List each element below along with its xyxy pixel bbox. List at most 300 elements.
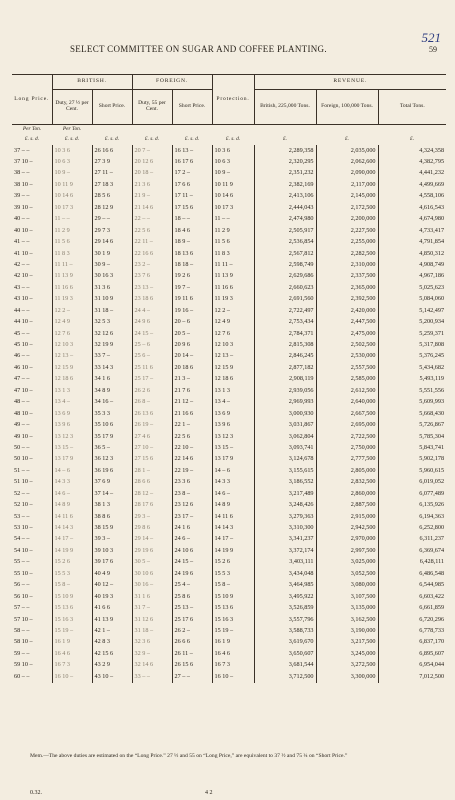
duty-british-cell: 13 12 3	[52, 431, 92, 442]
long-price-cell: 52 10 –	[14, 501, 33, 509]
duty-british-cell: 11 16 6	[52, 282, 92, 293]
table-row	[12, 557, 446, 568]
short-price-british-cell: 38 8 6	[92, 511, 132, 522]
duty-british-cell: 10 9 –	[52, 168, 92, 179]
foreign-revenue-cell: 2,365,000	[316, 282, 378, 293]
british-revenue-cell: 2,598,749	[254, 259, 316, 270]
duty-british-cell: 12 15 9	[52, 362, 92, 373]
total-cell: 4,791,854	[378, 237, 446, 248]
long-price-cell: 46 – –	[14, 352, 30, 360]
protection-cell: 14 3 3	[212, 477, 254, 488]
short-price-foreign-cell: 20 – 6	[172, 317, 212, 328]
total-cell: 4,616,543	[378, 202, 446, 213]
foreign-revenue-cell: 3,300,000	[316, 671, 378, 682]
short-price-british-cell: 29 – –	[92, 214, 132, 225]
long-price-cell: 59 10 –	[14, 661, 33, 669]
short-price-foreign-cell: 19 2 6	[172, 271, 212, 282]
long-price-cell: 49 – –	[14, 421, 30, 429]
table-row	[12, 534, 446, 545]
duty-british-cell: 13 1 3	[52, 385, 92, 396]
protection-cell: 15 8 –	[212, 580, 254, 591]
short-price-british-cell: 29 14 6	[92, 237, 132, 248]
short-price-foreign-cell: 18 9 –	[172, 237, 212, 248]
table-row	[12, 271, 446, 282]
unit-pound: £.	[410, 136, 415, 143]
total-cell: 4,850,312	[378, 248, 446, 259]
duty-british-cell: 13 9 6	[52, 420, 92, 431]
short-price-british-cell: 32 12 6	[92, 328, 132, 339]
short-price-foreign-cell: 21 16 6	[172, 408, 212, 419]
unit-lsd: £. s. d.	[24, 136, 40, 143]
foreign-revenue-cell: 2,970,000	[316, 534, 378, 545]
short-price-british-cell: 29 7 3	[92, 225, 132, 236]
duty-foreign-cell: 27 4 6	[132, 431, 172, 442]
table-row	[12, 362, 446, 373]
protection-cell: 10 9 –	[212, 168, 254, 179]
short-price-foreign-cell: 18 4 6	[172, 225, 212, 236]
table-row	[12, 454, 446, 465]
protection-cell: 11 13 9	[212, 271, 254, 282]
british-revenue-cell: 3,526,859	[254, 603, 316, 614]
table-row	[12, 431, 446, 442]
duty-british-cell: 16 7 3	[52, 660, 92, 671]
short-price-british-cell: 37 6 9	[92, 477, 132, 488]
duty-foreign-cell: 32 14 6	[132, 660, 172, 671]
page-number: 59	[429, 45, 437, 54]
total-cell: 5,668,430	[378, 408, 446, 419]
duty-foreign-cell: 22 16 6	[132, 248, 172, 259]
protection-cell: 13 4 –	[212, 397, 254, 408]
protection-cell: 16 7 3	[212, 660, 254, 671]
protection-cell: 13 12 3	[212, 431, 254, 442]
duty-foreign-cell: 23 18 6	[132, 294, 172, 305]
long-price-cell: 43 10 –	[14, 295, 33, 303]
long-price-cell: 47 10 –	[14, 386, 33, 394]
british-revenue-cell: 3,650,607	[254, 648, 316, 659]
duty-foreign-cell: 24 9 6	[132, 317, 172, 328]
short-price-british-cell: 36 19 6	[92, 465, 132, 476]
duty-foreign-cell: 31 18 –	[132, 625, 172, 636]
long-price-cell: 39 10 –	[14, 203, 33, 211]
long-price-cell: 49 10 –	[14, 432, 33, 440]
british-revenue-cell: 3,217,489	[254, 488, 316, 499]
duty-foreign-cell: 29 14 –	[132, 534, 172, 545]
group-header-row	[12, 75, 446, 90]
short-price-foreign-cell: 20 14 –	[172, 351, 212, 362]
table-row	[12, 385, 446, 396]
protection-cell: 11 – –	[212, 214, 254, 225]
british-revenue-cell: 3,681,544	[254, 660, 316, 671]
short-price-british-cell: 37 14 –	[92, 488, 132, 499]
british-revenue-cell: 3,372,174	[254, 545, 316, 556]
total-cell: 6,661,859	[378, 603, 446, 614]
duty-foreign-cell: 23 7 6	[132, 271, 172, 282]
protection-cell: 14 14 3	[212, 522, 254, 533]
total-cell: 6,428,111	[378, 557, 446, 568]
short-price-foreign-cell: 16 17 6	[172, 156, 212, 167]
short-price-foreign-cell: 25 13 –	[172, 603, 212, 614]
duty-british-cell: 12 4 9	[52, 317, 92, 328]
protection-cell: 14 8 9	[212, 500, 254, 511]
foreign-revenue-cell: 2,282,500	[316, 248, 378, 259]
duty-british-cell: 12 2 –	[52, 305, 92, 316]
duty-foreign-cell: 20 12 6	[132, 156, 172, 167]
duty-foreign-cell: 30 5 –	[132, 557, 172, 568]
protection-cell: 15 10 9	[212, 591, 254, 602]
table-row	[12, 408, 446, 419]
short-price-british-cell: 31 3 6	[92, 282, 132, 293]
unit-lsd: £. s. d.	[225, 136, 241, 143]
protection-cell: 15 19 –	[212, 625, 254, 636]
total-cell: 5,259,371	[378, 328, 446, 339]
unit-lsd: £. s. d.	[184, 136, 200, 143]
duty-british-cell: 16 1 9	[52, 637, 92, 648]
short-price-foreign-cell: 24 1 6	[172, 522, 212, 533]
british-revenue-cell: 2,567,812	[254, 248, 316, 259]
protection-cell: 10 14 6	[212, 191, 254, 202]
duty-foreign-cell: 22 11 –	[132, 237, 172, 248]
table-row	[12, 625, 446, 636]
duty-foreign-cell: 31 7 –	[132, 603, 172, 614]
total-cell: 5,084,060	[378, 294, 446, 305]
total-cell: 5,902,178	[378, 454, 446, 465]
protection-cell: 13 6 9	[212, 408, 254, 419]
foreign-revenue-cell: 2,612,500	[316, 385, 378, 396]
table-row	[12, 660, 446, 671]
short-price-foreign-cell: 23 8 –	[172, 488, 212, 499]
foreign-revenue-header: Foreign, 100,000 Tons.	[316, 90, 378, 125]
british-revenue-cell: 2,691,560	[254, 294, 316, 305]
protection-cell: 14 19 9	[212, 545, 254, 556]
duty-foreign-cell: 24 4 –	[132, 305, 172, 316]
page-title: SELECT COMMITTEE ON SUGAR AND COFFEE PLANTING.	[70, 44, 327, 54]
long-price-cell: 41 – –	[14, 238, 30, 246]
foreign-revenue-cell: 3,052,500	[316, 568, 378, 579]
duty-foreign-cell: 32 9 –	[132, 648, 172, 659]
protection-cell: 10 3 6	[212, 145, 254, 156]
duty-british-cell: 15 19 –	[52, 625, 92, 636]
short-price-british-cell: 34 8 9	[92, 385, 132, 396]
duty-british-cell: 12 10 3	[52, 339, 92, 350]
british-revenue-cell: 2,351,232	[254, 168, 316, 179]
short-price-british-cell: 36 5 –	[92, 442, 132, 453]
long-price-cell: 50 – –	[14, 443, 30, 451]
duty-foreign-cell: 31 12 6	[132, 614, 172, 625]
long-price-cell: 44 – –	[14, 306, 30, 314]
short-price-british-cell: 38 1 3	[92, 500, 132, 511]
long-price-cell: 38 – –	[14, 169, 30, 177]
foreign-revenue-cell: 2,997,500	[316, 545, 378, 556]
duty-british-cell: 11 8 3	[52, 248, 92, 259]
british-revenue-cell: 2,289,358	[254, 145, 316, 156]
table-row	[12, 545, 446, 556]
duty-british-cell: 11 19 3	[52, 294, 92, 305]
table-row	[12, 248, 446, 259]
duty-foreign-cell: 24 15 –	[132, 328, 172, 339]
total-cell: 5,551,556	[378, 385, 446, 396]
long-price-cell: 56 – –	[14, 581, 30, 589]
short-price-foreign-cell: 26 15 6	[172, 660, 212, 671]
long-price-cell: 59 – –	[14, 649, 30, 657]
total-cell: 6,135,926	[378, 500, 446, 511]
revenue-group-header: REVENUE.	[254, 75, 446, 90]
duty-british-cell: 13 17 9	[52, 454, 92, 465]
table-row	[12, 568, 446, 579]
long-price-cell: 51 – –	[14, 466, 30, 474]
table-row	[12, 397, 446, 408]
total-cell: 6,019,052	[378, 477, 446, 488]
short-price-foreign-cell: 17 15 6	[172, 202, 212, 213]
duty-foreign-cell: 29 8 6	[132, 522, 172, 533]
table-row	[12, 603, 446, 614]
duty-british-cell: 14 17 –	[52, 534, 92, 545]
total-cell: 5,726,867	[378, 420, 446, 431]
foreign-revenue-cell: 2,502,500	[316, 339, 378, 350]
foreign-revenue-cell: 2,062,600	[316, 156, 378, 167]
total-cell: 4,733,417	[378, 225, 446, 236]
duty-foreign-cell: 21 9 –	[132, 191, 172, 202]
duty-foreign-cell: 21 3 6	[132, 179, 172, 190]
short-price-foreign-cell: 16 13 –	[172, 145, 212, 156]
protection-cell: 12 18 6	[212, 374, 254, 385]
foreign-revenue-cell: 3,025,000	[316, 557, 378, 568]
long-price-cell: 38 10 –	[14, 180, 33, 188]
table-row	[12, 420, 446, 431]
duty-foreign-cell: 28 6 6	[132, 477, 172, 488]
short-price-british-cell: 38 15 9	[92, 522, 132, 533]
british-revenue-header: British, 225,000 Tons.	[254, 90, 316, 125]
short-price-british-cell: 27 18 3	[92, 179, 132, 190]
short-price-british-cell: 36 12 3	[92, 454, 132, 465]
short-price-foreign-cell: 21 3 –	[172, 374, 212, 385]
short-price-foreign-cell: 25 8 6	[172, 591, 212, 602]
table-row	[12, 145, 446, 156]
short-price-foreign-cell: 23 17 –	[172, 511, 212, 522]
short-price-british-cell: 35 3 3	[92, 408, 132, 419]
page-footer	[0, 790, 455, 800]
duty-british-cell: 10 17 3	[52, 202, 92, 213]
table-row	[12, 637, 446, 648]
unit-lsd: £. s. d.	[64, 136, 80, 143]
protection-cell: 14 11 6	[212, 511, 254, 522]
british-revenue-cell: 3,403,111	[254, 557, 316, 568]
long-price-cell: 40 – –	[14, 215, 30, 223]
short-price-british-cell: 41 13 9	[92, 614, 132, 625]
british-revenue-cell: 2,877,182	[254, 362, 316, 373]
protection-cell: 15 16 3	[212, 614, 254, 625]
unit-pound: £.	[282, 136, 288, 143]
table-row	[12, 488, 446, 499]
table-row	[12, 168, 446, 179]
foreign-revenue-cell: 2,530,000	[316, 351, 378, 362]
table-row	[12, 614, 446, 625]
duty-british-cell: 11 11 –	[52, 259, 92, 270]
foreign-revenue-cell: 2,750,000	[316, 442, 378, 453]
long-price-cell: 52 – –	[14, 489, 30, 497]
british-revenue-cell: 2,939,056	[254, 385, 316, 396]
table-row	[12, 294, 446, 305]
short-price-british-cell: 42 8 3	[92, 637, 132, 648]
short-price-british-cell: 27 3 9	[92, 156, 132, 167]
short-price-foreign-cell: 24 10 6	[172, 545, 212, 556]
british-revenue-cell: 3,464,985	[254, 580, 316, 591]
long-price-cell: 53 – –	[14, 512, 30, 520]
british-revenue-cell: 3,712,500	[254, 671, 316, 682]
table-row	[12, 225, 446, 236]
foreign-revenue-cell: 2,447,500	[316, 317, 378, 328]
short-price-foreign-cell: 19 11 6	[172, 294, 212, 305]
long-price-header: Long Price.	[12, 75, 52, 125]
protection-cell: 11 19 3	[212, 294, 254, 305]
protection-cell: 16 10 –	[212, 671, 254, 682]
long-price-cell: 48 10 –	[14, 409, 33, 417]
total-cell: 4,908,749	[378, 259, 446, 270]
protection-cell: 12 10 3	[212, 339, 254, 350]
foreign-revenue-cell: 2,337,500	[316, 271, 378, 282]
short-price-foreign-cell: 22 1 –	[172, 420, 212, 431]
short-price-british-cell: 30 16 3	[92, 271, 132, 282]
duty-foreign-cell: 21 14 6	[132, 202, 172, 213]
british-revenue-cell: 3,310,300	[254, 522, 316, 533]
foreign-revenue-cell: 2,035,000	[316, 145, 378, 156]
duty-foreign-cell: 25 – 6	[132, 339, 172, 350]
duty-foreign-cell: 25 17 –	[132, 374, 172, 385]
foreign-revenue-cell: 3,190,000	[316, 625, 378, 636]
total-header: Total Tons.	[378, 90, 446, 125]
long-price-cell: 50 10 –	[14, 455, 33, 463]
protection-cell: 14 – 6	[212, 465, 254, 476]
foreign-revenue-cell: 2,172,500	[316, 202, 378, 213]
short-price-british-cell: 42 15 6	[92, 648, 132, 659]
duty-british-cell: 13 6 9	[52, 408, 92, 419]
duty-foreign-cell: 28 17 6	[132, 500, 172, 511]
total-cell: 5,142,497	[378, 305, 446, 316]
foreign-revenue-cell: 2,860,000	[316, 488, 378, 499]
duty-foreign-cell: 30 10 6	[132, 568, 172, 579]
short-price-foreign-cell: 20 18 6	[172, 362, 212, 373]
protection-cell: 12 13 –	[212, 351, 254, 362]
table-row	[12, 282, 446, 293]
short-price-british-cell: 40 4 9	[92, 568, 132, 579]
long-price-cell: 44 10 –	[14, 318, 33, 326]
foreign-revenue-cell: 2,392,500	[316, 294, 378, 305]
british-revenue-cell: 2,722,497	[254, 305, 316, 316]
foreign-revenue-cell: 2,585,000	[316, 374, 378, 385]
british-revenue-cell: 2,753,434	[254, 317, 316, 328]
british-revenue-cell: 2,784,371	[254, 328, 316, 339]
duty-foreign-cell: 22 5 6	[132, 225, 172, 236]
protection-cell: 10 17 3	[212, 202, 254, 213]
long-price-cell: 47 – –	[14, 375, 30, 383]
short-price-foreign-cell: 26 6 6	[172, 637, 212, 648]
short-price-foreign-cell: 24 19 6	[172, 568, 212, 579]
foreign-revenue-cell: 2,200,000	[316, 214, 378, 225]
table-row	[12, 477, 446, 488]
duty-british-cell: 10 3 6	[52, 145, 92, 156]
short-price-foreign-cell: 25 4 –	[172, 580, 212, 591]
foreign-revenue-cell: 3,217,500	[316, 637, 378, 648]
foreign-revenue-cell: 3,080,000	[316, 580, 378, 591]
foreign-revenue-cell: 2,805,000	[316, 465, 378, 476]
unit-lsd: £. s. d.	[104, 136, 120, 143]
short-price-british-cell: 35 17 9	[92, 431, 132, 442]
units-row-per-ton	[12, 125, 446, 136]
short-price-british-cell: 41 6 6	[92, 603, 132, 614]
total-cell: 5,960,615	[378, 465, 446, 476]
duty-british-cell: 15 13 6	[52, 603, 92, 614]
total-cell: 5,317,808	[378, 339, 446, 350]
foreign-revenue-cell: 2,832,500	[316, 477, 378, 488]
long-price-cell: 48 – –	[14, 398, 30, 406]
total-cell: 4,324,358	[378, 145, 446, 156]
british-revenue-cell: 3,588,733	[254, 625, 316, 636]
duty-british-cell: 11 13 9	[52, 271, 92, 282]
short-price-british-cell: 34 1 6	[92, 374, 132, 385]
duty-foreign-cell: 25 11 6	[132, 362, 172, 373]
short-price-british-cell: 31 18 –	[92, 305, 132, 316]
long-price-cell: 43 – –	[14, 283, 30, 291]
duty-foreign-header: Duty, 55 per Cent.	[132, 90, 172, 125]
short-price-british-cell: 28 5 6	[92, 191, 132, 202]
short-price-foreign-cell: 26 2 –	[172, 625, 212, 636]
british-revenue-cell: 2,846,245	[254, 351, 316, 362]
long-price-cell: 42 – –	[14, 260, 30, 268]
duty-foreign-cell: 29 3 –	[132, 511, 172, 522]
short-price-foreign-cell: 18 – –	[172, 214, 212, 225]
foreign-group-header: FOREIGN.	[132, 75, 212, 90]
foreign-revenue-cell: 2,777,500	[316, 454, 378, 465]
table-row	[12, 522, 446, 533]
foreign-revenue-cell: 2,255,000	[316, 237, 378, 248]
unit-pound: £.	[344, 136, 350, 143]
foreign-revenue-cell: 2,915,000	[316, 511, 378, 522]
duty-british-cell: 14 19 9	[52, 545, 92, 556]
foreign-revenue-cell: 2,695,000	[316, 420, 378, 431]
duty-foreign-cell: 23 13 –	[132, 282, 172, 293]
short-price-british-cell: 28 12 9	[92, 202, 132, 213]
protection-cell: 11 2 9	[212, 225, 254, 236]
long-price-cell: 55 10 –	[14, 569, 33, 577]
duty-british-cell: 13 15 –	[52, 442, 92, 453]
foreign-revenue-cell: 2,722,500	[316, 431, 378, 442]
short-price-foreign-cell: 22 14 6	[172, 454, 212, 465]
duty-foreign-cell: 32 3 6	[132, 637, 172, 648]
protection-cell: 15 5 3	[212, 568, 254, 579]
duty-foreign-cell: 29 19 6	[132, 545, 172, 556]
short-price-british-cell: 39 10 3	[92, 545, 132, 556]
short-price-foreign-cell: 27 – –	[172, 671, 212, 682]
short-price-foreign-cell: 20 9 6	[172, 339, 212, 350]
table-row	[12, 156, 446, 167]
protection-cell: 13 9 6	[212, 420, 254, 431]
long-price-cell: 42 10 –	[14, 272, 33, 280]
duty-foreign-cell: 22 – –	[132, 214, 172, 225]
foreign-revenue-cell: 2,557,500	[316, 362, 378, 373]
short-price-foreign-cell: 17 6 6	[172, 179, 212, 190]
duty-foreign-cell: 27 10 –	[132, 442, 172, 453]
duty-british-cell: 14 6 –	[52, 488, 92, 499]
table-row	[12, 191, 446, 202]
duty-foreign-cell: 28 1 –	[132, 465, 172, 476]
duty-british-cell: 14 8 9	[52, 500, 92, 511]
short-price-foreign-cell: 21 12 –	[172, 397, 212, 408]
duty-foreign-cell: 26 19 –	[132, 420, 172, 431]
protection-cell: 11 8 3	[212, 248, 254, 259]
duty-british-cell: 10 6 3	[52, 156, 92, 167]
protection-cell: 12 4 9	[212, 317, 254, 328]
british-revenue-cell: 2,444,043	[254, 202, 316, 213]
short-price-foreign-header: Short Price.	[172, 90, 212, 125]
